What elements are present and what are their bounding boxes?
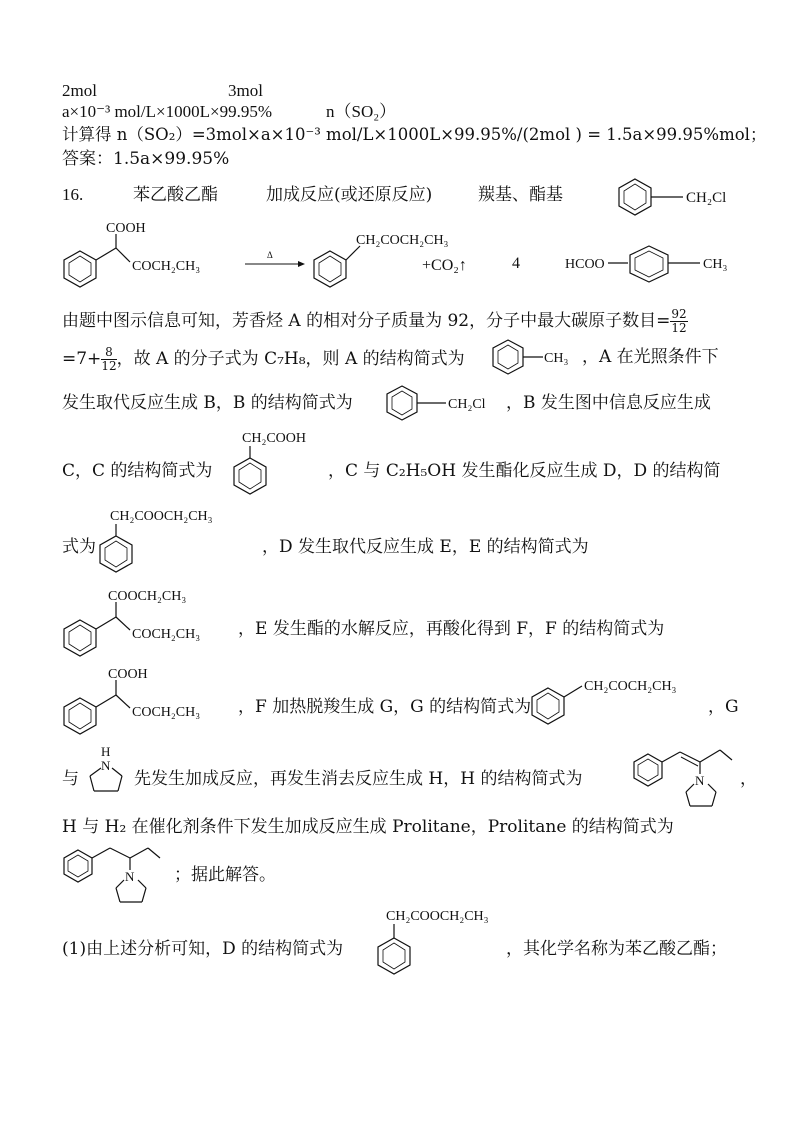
line-conc: a×10⁻³ mol/L×1000L×99.95%	[62, 102, 272, 121]
analysis-line-1	[62, 308, 688, 335]
line-mol-2: 2mol	[62, 81, 97, 100]
line-calc: 计算得 n（SO₂）=3mol×a×10⁻³ mol/L×1000L×99.95%/(2mol ) = 1.5a×99.95%mol；	[62, 125, 767, 144]
analysis-text-5b: ，D 发生取代反应生成 E，E 的结构简式为	[262, 537, 589, 557]
toluene-structure	[490, 338, 580, 376]
prolitane-structure	[60, 838, 170, 908]
isomer-ch3: CH₃	[703, 257, 728, 272]
svg-text:COOCH₂CH₃: COOCH₂CH₃	[108, 589, 187, 604]
q16-number: 16.	[62, 185, 84, 204]
answer-1-text-a: (1)由上述分析可知，D 的结构简式为	[62, 939, 344, 959]
analysis-text-7b: ，G	[708, 697, 739, 717]
svg-text:COCH₂CH₃: COCH₂CH₃	[132, 705, 201, 720]
decarboxylation-reaction	[60, 218, 780, 290]
co2-text: +CO₂↑	[422, 257, 467, 274]
pyrrolidine-structure	[82, 744, 132, 796]
hcoo-text: HCOO	[565, 257, 605, 272]
reactant-coet: COCH₂CH₃	[132, 259, 201, 274]
analysis-text-8a: 与	[62, 769, 79, 789]
analysis-text-8c: ，	[740, 769, 757, 789]
analysis-text-9: H 与 H₂ 在催化剂条件下发生加成反应生成 Prolitane，Prolitane 的结构简式为	[62, 817, 674, 837]
q16-answer-groups: 羰基、酯基	[478, 185, 563, 205]
analysis-line-2: =7+ $\frac{8}{12}$ ，故 A 的分子式为 C₇H₈，则 A 的结构简式为	[62, 345, 465, 373]
isomer-count: 4	[512, 255, 520, 272]
analysis-text-4b: ，C 与 C₂H₅OH 发生酯化反应生成 D，D 的结构简	[328, 461, 721, 481]
benzyl-chloride-b-structure	[384, 384, 504, 422]
q16-answer-reaction: 加成反应(或还原反应)	[266, 185, 433, 205]
analysis-text-4a: C，C 的结构简式为	[62, 461, 213, 481]
analysis-text-3a: 发生取代反应生成 B，B 的结构简式为	[62, 393, 353, 413]
svg-text:N: N	[695, 773, 705, 788]
svg-text:COCH₂CH₃: COCH₂CH₃	[132, 627, 201, 642]
svg-text:CH₃: CH₃	[544, 351, 569, 366]
line-mol-3: 3mol	[228, 81, 263, 100]
analysis-text-2c: ，A 在光照条件下	[582, 347, 719, 367]
svg-text:COOH: COOH	[108, 667, 148, 682]
svg-text:CH₂COOCH₂CH₃: CH₂COOCH₂CH₃	[110, 509, 213, 524]
analysis-text-1: 由题中图示信息可知，芳香烃 A 的相对分子质量为 92，分子中最大碳原子数目=	[62, 311, 671, 331]
benzyl-chloride-structure	[615, 176, 765, 218]
reactant-cooh: COOH	[106, 221, 146, 236]
analysis-text-7a: ，F 加热脱羧生成 G，G 的结构简式为	[238, 697, 532, 717]
fraction-8-12: $\frac{8}{12}$	[101, 345, 117, 373]
svg-text:CH₂COOH: CH₂COOH	[242, 431, 306, 446]
product-chain: CH₂COCH₂CH₃	[356, 233, 449, 248]
analysis-text-3b: ，B 发生图中信息反应生成	[506, 393, 711, 413]
compound-f-structure	[60, 662, 240, 738]
compound-e-structure	[60, 584, 240, 660]
q16-answer-name: 苯乙酸乙酯	[133, 185, 218, 205]
analysis-text-5a: 式为	[62, 537, 96, 557]
svg-text:CH₂COOCH₂CH₃: CH₂COOCH₂CH₃	[386, 909, 489, 924]
answer-1-text-b: ，其化学名称为苯乙酸乙酯；	[506, 939, 727, 959]
analysis-text-6: ，E 发生酯的水解反应，再酸化得到 F，F 的结构简式为	[238, 619, 665, 639]
benzyl-chloride-label: CH₂Cl	[686, 190, 727, 206]
compound-g-structure	[528, 668, 708, 730]
ethyl-phenylacetate-structure	[94, 504, 264, 578]
analysis-text-10: ；据此解答。	[174, 865, 276, 885]
svg-text:CH₂Cl: CH₂Cl	[448, 397, 486, 412]
analysis-text-8b: 先发生加成反应，再发生消去反应生成 H，H 的结构简式为	[134, 769, 583, 789]
arrow-label: Δ	[267, 250, 273, 260]
svg-text:N: N	[125, 869, 135, 884]
svg-text:CH₂COCH₂CH₃: CH₂COCH₂CH₃	[584, 679, 677, 694]
line-answer: 答案：1.5a×99.95%	[62, 149, 230, 169]
phenylacetic-acid-structure	[228, 426, 328, 500]
svg-text:H: H	[101, 744, 111, 759]
svg-text:N: N	[101, 758, 111, 773]
line-nso2: n（SO₂）	[326, 102, 397, 121]
compound-h-structure	[632, 740, 742, 812]
fraction-92-12: $\frac{92}{12}$	[671, 307, 687, 335]
